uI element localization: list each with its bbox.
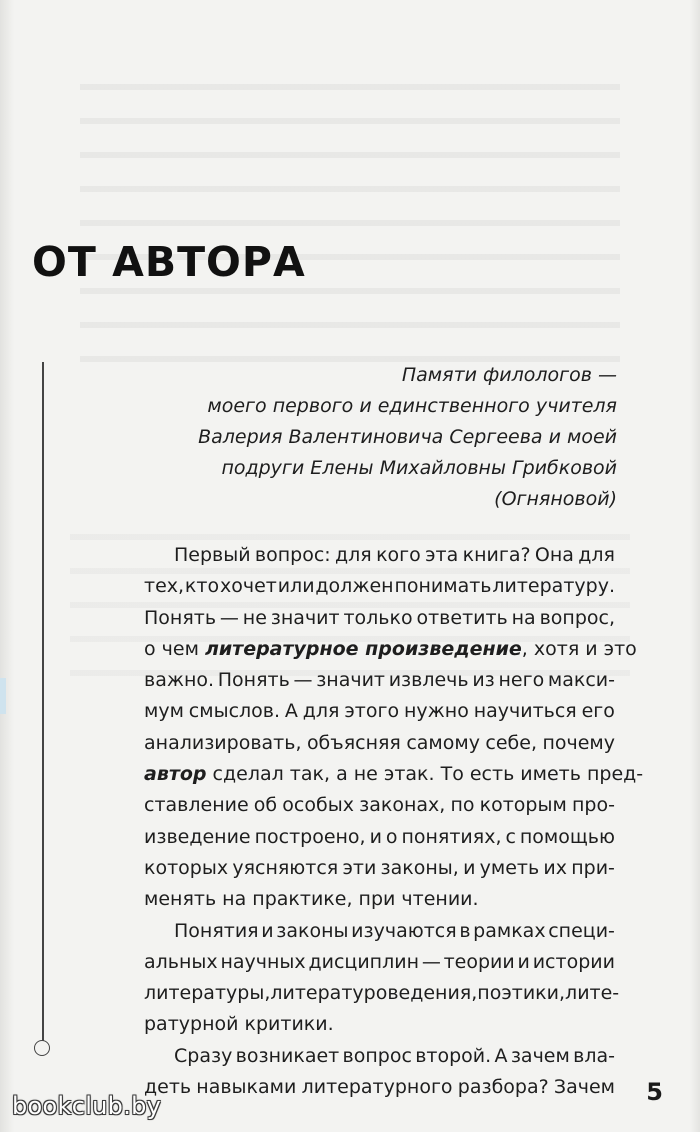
text-line [144,790,615,821]
word: хочет [219,575,277,598]
word: на [511,606,536,629]
epigraph-line: моего первого и единственного учителя [207,395,617,417]
word: не [242,606,267,629]
word: мум [144,700,184,723]
word: или [277,575,315,598]
text-line [144,665,615,696]
epigraph-line: (Огняновой) [494,488,617,510]
word: вла- [573,1044,615,1067]
word: эти [342,856,377,879]
word: вопрос [342,1044,412,1067]
text-line [144,571,615,602]
word: законы, [380,856,459,879]
word: о [385,825,398,848]
word: лите- [565,982,620,1005]
word: самому [406,731,480,754]
word: объясняя [306,731,401,754]
word: макси- [547,669,615,692]
word: об [253,794,278,817]
word: изучаются [351,919,457,942]
word: научных [220,950,306,973]
word: в [459,919,471,942]
word: нужно [403,700,469,723]
word: значит [316,669,385,692]
word: кого [376,544,421,566]
word: возникает [235,1044,340,1067]
word: книга? [462,544,531,566]
text-line [144,696,615,727]
word: должен [315,575,394,598]
decorative-vertical-rule [42,362,44,1047]
word: для [302,700,340,723]
word: и [517,950,530,973]
paragraph-2 [144,916,620,1041]
word: разбора? [457,1076,549,1099]
word: законах, [359,794,446,817]
word: которым [479,794,567,817]
word: его [581,700,615,723]
word: научиться [473,700,577,723]
word: уметь [479,856,540,879]
word: Понятия [174,919,259,942]
word: почему [542,731,615,754]
text-line [144,1041,615,1072]
word: дисциплин [308,950,420,973]
word: важно. [144,669,215,692]
word: него [498,669,545,692]
text-line [144,728,615,759]
text-line [144,759,644,790]
word: Понять [217,669,290,692]
word: по [450,794,475,817]
word: которых [144,856,229,879]
word: А [494,1044,508,1067]
word: этого [344,700,400,723]
word: вопрос: [254,544,331,566]
text-line [144,916,615,947]
word: понимать [394,575,492,598]
word: и [369,825,382,848]
word: и [261,919,274,942]
word: с [505,825,516,848]
word: при- [571,856,615,879]
word: Она [534,544,574,566]
word: Зачем [553,1076,615,1099]
word: — [293,669,313,692]
text-line: ратурной критики. [144,1013,334,1036]
decorative-circle-icon [34,1040,50,1056]
text-fragment: сделал так, а не этак. То есть иметь пред- [206,763,644,786]
word: вопрос, [539,606,615,629]
page-right-edge [690,0,700,1132]
word: анализировать, [144,731,302,754]
word: помощью [519,825,615,848]
word: Первый [174,544,251,566]
paragraph-3 [144,1041,615,1104]
word: значит [270,606,340,629]
word: деть [144,1076,192,1099]
epigraph-line: Валерия Валентиновича Сергеева и моей [198,426,617,448]
word: — [421,950,441,973]
word: литературоведения, [270,982,478,1005]
word: смыслов. [188,700,281,723]
word: их [543,856,567,879]
word: понятиях, [401,825,502,848]
text-line [144,1072,615,1103]
word: для [578,544,615,566]
word: теории [443,950,515,973]
emphasis-term: литературное произведение [204,637,522,660]
epigraph-line: Памяти филологов — [401,364,617,386]
text-line [144,603,615,634]
word: поэтики, [477,982,566,1005]
word: Понять [144,606,217,629]
word: законы [276,919,349,942]
word: второй. [415,1044,492,1067]
word: про- [571,794,615,817]
word: специ- [548,919,615,942]
word: эта [425,544,459,566]
word: литературу. [492,575,615,598]
word: изведение [144,825,251,848]
word: зачем [510,1044,570,1067]
word: кто [184,575,220,598]
word: для [335,544,372,566]
body-text [144,540,644,1103]
word: навыками [196,1076,297,1099]
word: Сразу [174,1044,233,1067]
word: из [472,669,495,692]
show-through-text [80,70,620,390]
word: ответить [416,606,508,629]
page-left-edge [0,0,14,1132]
page-margin-mark [0,678,6,714]
text-line [144,978,620,1009]
word: тех, [144,575,185,598]
text-fragment: , хотя и это [521,637,637,660]
word: ставление [144,794,249,817]
emphasis-term: автор [144,763,207,786]
word: А [284,700,298,723]
word: рамках [473,919,546,942]
word: извлечь [388,669,469,692]
word: литературного [301,1076,453,1099]
text-fragment: о чем [144,637,205,660]
epigraph [97,360,617,515]
text-line [144,853,615,884]
word: особых [282,794,354,817]
text-line: менять на практике, при чтении. [144,888,479,911]
word: построено, [254,825,366,848]
paragraph-1 [144,540,644,916]
site-watermark: bookclub.by [12,1092,162,1120]
epigraph-line: подруги Елены Михайловны Грибковой [221,457,617,479]
word: только [343,606,413,629]
word: и [463,856,476,879]
text-line [144,540,615,571]
text-line [144,947,615,978]
page-number: 5 [646,1078,663,1106]
word: уясняются [232,856,339,879]
word: литературы, [144,982,271,1005]
text-line [144,634,637,665]
word: себе, [485,731,537,754]
text-line [144,822,615,853]
word: истории [532,950,615,973]
chapter-title: ОТ АВТОРА [32,238,306,286]
word: — [219,606,239,629]
word: альных [144,950,218,973]
